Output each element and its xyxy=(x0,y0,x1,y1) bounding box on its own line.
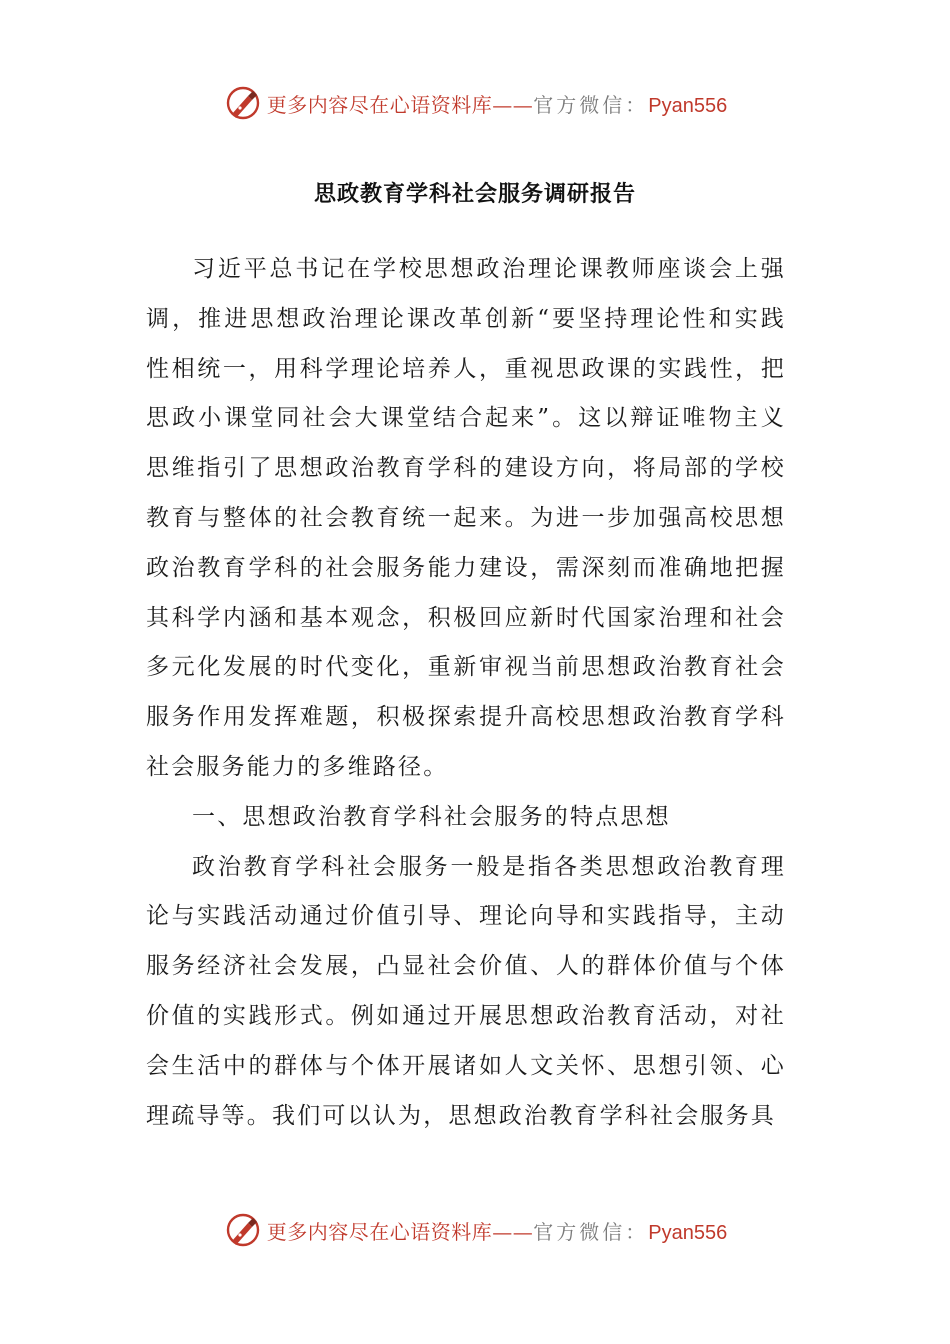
document-title: 思政教育学科社会服务调研报告 xyxy=(313,182,636,207)
body-paragraph: 习近平总书记在学校思想政治理论课教师座谈会上强调，推进思想政治理论课改革创新“要坚持理论性和实践性相统一，用科学理论培养人，重视思政课的实践性，把思政小课堂同社会大课堂结合起来”。这以辩证唯物主义思维指引了思想政治教育学科的建设方向，将局部的学校教育与整体的社会教育统一起来。为进一步加强高校思想政治教育学科的社会服务能力建设，需深刻而准确地把握其科学内涵和基本观念，积极回应新时代国家治理和社会多元化发展的时代变化，重新审视当前思想政治教育社会服务作用发挥难题，积极探索提升高校思想政治教育学科社会服务能力的多维路径。 xyxy=(146,256,786,780)
section-heading: 一、思想政治教育学科社会服务的特点思想 xyxy=(192,803,671,830)
watermark-text: 更多内容尽在心语资料库——官方微信：Pyan556 xyxy=(266,92,728,117)
document-body xyxy=(146,245,786,1141)
pen-nib-logo-icon xyxy=(223,83,263,123)
footer-watermark-banner xyxy=(0,1205,950,1255)
watermark-text: 更多内容尽在心语资料库——官方微信：Pyan556 xyxy=(266,1219,728,1244)
header-watermark-banner xyxy=(0,78,950,128)
body-paragraph: 政治教育学科社会服务一般是指各类思想政治教育理论与实践活动通过价值引导、理论向导和实践指导，主动服务经济社会发展，凸显社会价值、人的群体价值与个体价值的实践形式。例如通过开展思想政治教育活动，对社会生活中的群体与个体开展诸如人文关怀、思想引领、心理疏导等。我们可以认为，思想政治教育学科社会服务具 xyxy=(146,853,786,1129)
pen-nib-logo-icon xyxy=(223,1210,263,1250)
